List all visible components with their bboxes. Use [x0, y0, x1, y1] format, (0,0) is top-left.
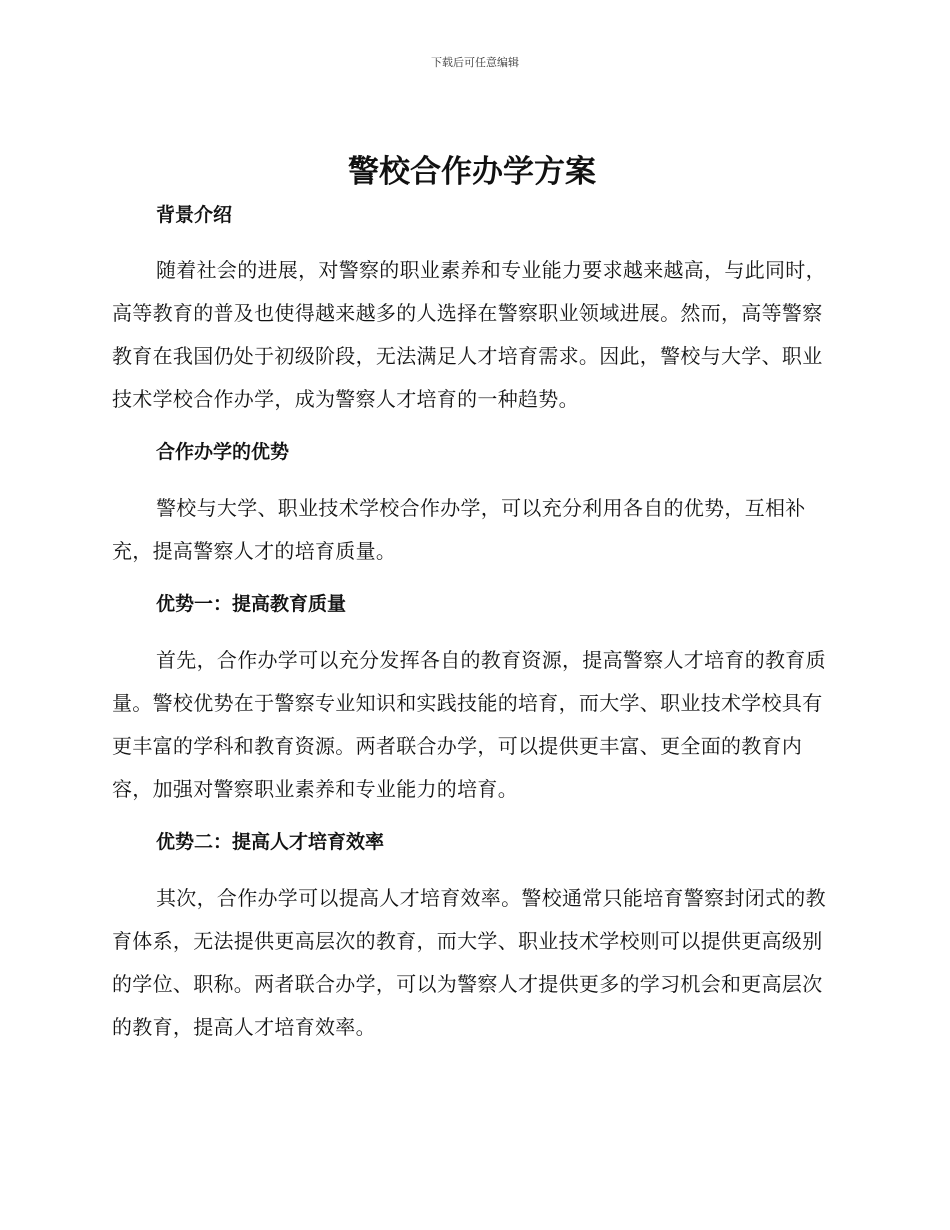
document-body — [112, 150, 832, 1049]
paragraph-advantage-one: 首先，合作办学可以充分发挥各自的教育资源，提高警察人才培育的教育质量。警校优势在于警察专业知识和实践技能的培育，而大学、职业技术学校具有更丰富的学科和教育资源。两者联合办学，可以提供更丰富、更全面的教育内容，加强对警察职业素养和专业能力的培育。 — [112, 648, 826, 801]
paragraph-background: 随着社会的进展，对警察的职业素养和专业能力要求越来越高，与此同时，高等教育的普及也使得越来越多的人选择在警察职业领域进展。然而，高等警察教育在我国仍处于初级阶段，无法满足人才培育需求。因此，警校与大学、职业技术学校合作办学，成为警察人才培育的一种趋势。 — [112, 258, 826, 411]
page-header-note: 下载后可任意编辑 — [431, 56, 519, 69]
section-heading-background: 背景介绍 — [156, 204, 233, 226]
section-heading-advantages: 合作办学的优势 — [156, 441, 290, 463]
section-heading-advantage-two: 优势二：提高人才培育效率 — [156, 831, 385, 853]
paragraph-advantage-two: 其次，合作办学可以提高人才培育效率。警校通常只能培育警察封闭式的教育体系，无法提供更高层次的教育，而大学、职业技术学校则可以提供更高级别的学位、职称。两者联合办学，可以为警察人才提供更多的学习机会和更高层次的教育，提高人才培育效率。 — [112, 886, 826, 1039]
section-heading-advantage-one: 优势一：提高教育质量 — [156, 593, 347, 615]
document-title: 警校合作办学方案 — [348, 154, 596, 190]
paragraph-advantages: 警校与大学、职业技术学校合作办学，可以充分利用各自的优势，互相补充，提高警察人才的培育质量。 — [112, 496, 806, 563]
